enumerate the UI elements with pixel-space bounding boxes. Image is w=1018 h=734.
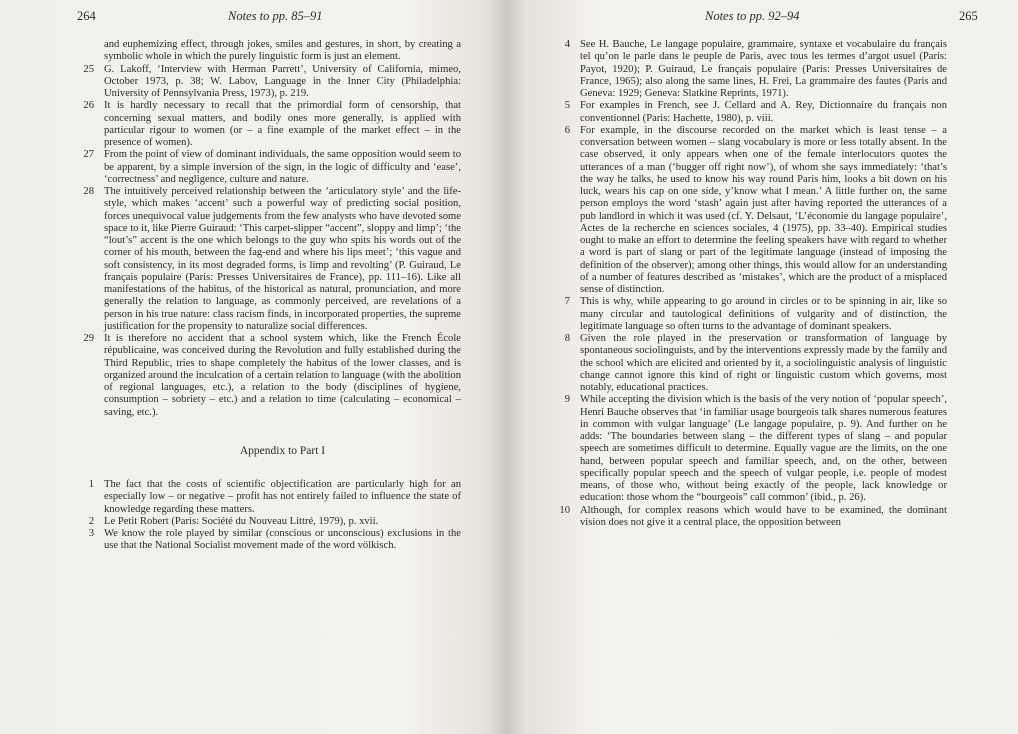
notes-column-left bbox=[83, 39, 461, 553]
note-number: 25 bbox=[83, 63, 94, 75]
note-26 bbox=[83, 100, 461, 149]
note-number: 4 bbox=[564, 39, 570, 50]
note-number: 1 bbox=[88, 479, 94, 490]
notes-column-right bbox=[559, 39, 947, 529]
note-text: It is therefore no accident that a school system which, like the French École républicaine, was conceived during the Revolution and fully established during the Third Republic, tries to shape completely the habitus of the lower classes, and is organized around the inculcation of a certain relation to language (with the abolition of regional languages, etc.), a relation to the body (disciplines of hygiene, consumption – sobriety – etc.) and a relation to time (calculating – economical – saving, etc.). bbox=[104, 333, 461, 418]
note-text: We know the role played by similar (conscious or unconscious) exclusions in the use that the National Socialist movement made of the word völkisch. bbox=[104, 528, 461, 552]
note-number: 27 bbox=[83, 149, 94, 161]
appendix-note-2 bbox=[88, 515, 461, 528]
note-number: 5 bbox=[564, 100, 570, 112]
note-text: While accepting the division which is the basis of the very notion of ‘popular speech’, Henri Bauche observes that ‘in familiar usage bourgeois talk shares numerous features in common with vulgar language’ (Le langage populaire, p. 9). And further on he adds: ‘The boundaries between slang – the different types of slang – and popular speech are sometimes difficult to determine. Equally vague are the limits, on the one hand, between popular speech and familiar speech, and, on the other, between specifically popular speech and the speech of vulgar people, i.e. people of modest means, of those who, without being exactly of the people, lack knowledge or education: those whom the “bourgeois” call common’ (ibid., p. 26). bbox=[580, 394, 947, 504]
note-number: 9 bbox=[564, 394, 570, 406]
note-8 bbox=[564, 333, 947, 394]
page-smudge: · · · · bbox=[4, 24, 33, 32]
note-text: Le Petit Robert (Paris: Société du Nouveau Littré, 1979), p. xvii. bbox=[104, 515, 379, 527]
note-28 bbox=[83, 186, 461, 333]
note-number: 3 bbox=[88, 528, 94, 539]
right-page bbox=[505, 0, 1018, 734]
note-5 bbox=[564, 100, 947, 125]
appendix-heading: Appendix to Part I bbox=[239, 444, 326, 457]
note-4 bbox=[564, 39, 947, 100]
note-number: 2 bbox=[88, 515, 94, 527]
note-number: 28 bbox=[83, 186, 94, 197]
note-number: 6 bbox=[564, 124, 570, 136]
page-number-left: 264 bbox=[77, 9, 96, 23]
note-text: See H. Bauche, Le langage populaire, grammaire, syntaxe et vocabulaire du français tel qu’on le parle dans le peuple de Paris, avec tous les termes d’argot usuel (Paris: Payot, 1920); P. Guiraud, Le français populaire (Paris: Presses Universitaires de France, 1965); also along the same lines, H. Frei, La grammaire des fautes (Paris and Geneva: 1929; Geneva: Slatkine Reprints, 1971). bbox=[580, 39, 947, 99]
note-text: It is hardly necessary to recall that the primordial form of censorship, that concerning sexual matters, and bodily ones more generally, is applied with particular rigour to women (or – a fine example of the market effect – in the presence of women). bbox=[104, 100, 461, 148]
note-text: G. Lakoff, ‘Interview with Herman Parrett’, University of California, mimeo, October 1973, p. 38; W. Labov, Language in the Inner City (Philadelphia: University of Pennsylvania Press, 1973), p. 219. bbox=[104, 63, 461, 99]
note-text: Although, for complex reasons which would have to be examined, the dominant vision does not give it a central place, the opposition between bbox=[580, 504, 947, 528]
appendix-note-1 bbox=[88, 479, 461, 516]
note-10 bbox=[559, 504, 947, 530]
note-6 bbox=[564, 124, 947, 297]
running-head-right: Notes to pp. 92–94 bbox=[705, 9, 800, 23]
note-29 bbox=[83, 333, 461, 419]
note-text: The intuitively perceived relationship between the ‘articulatory style’ and the life-style, which makes ‘accent’ such a powerful way of predicting social position, forces unequivocal value judgements from the few analysts who have devoted some space to it, like Pierre Guiraud: ‘This carpet-slipper “accent”, sloppy and limp’; ‘the “lout’s” accent is the one which belongs to the guy who spits his words out of the corner of his mouth, between the fag-end and where his lips meet’; ‘this vague and soft consistency, in its most degraded forms, is limp and revolting’ (P. Guiraud, Le français populaire (Paris: Presses Universitaires de France), pp. 111–16). Like all manifestations of the habitus, of the historical as natural, pronunciation, and more generally the relation to language, as commonly perceived, are revelations of a person in his true nature: class racism finds, in incorporated properties, the supreme justification for the propensity to naturalize social differences. bbox=[104, 186, 461, 332]
appendix-note-3 bbox=[88, 528, 461, 553]
note-number: 26 bbox=[83, 100, 94, 112]
note-text: This is why, while appearing to go around in circles or to be spinning in air, like so many circular and tautological definitions of vulgarity and of distinction, the legitimate language so often turns to the advantage of dominant speakers. bbox=[580, 296, 947, 332]
note-text: For example, in the discourse recorded on the market which is least tense – a conversation between women – slang vocabulary is more or less totally absent. In the case observed, it only appears when one of the female interlocutors quotes the utterances of a man (‘bugger off right now’), of whom she says immediately: ‘that’s the way he talks, he used to know his way round Paris him, looks a bit down on his luck, wears his cap on one side, y’know what I mean.’ A little further on, the same person employs the word ‘stash’ again just after having reported the utterances of a pub landlord in which it was used (cf. Y. Delsaut, ‘L’économie du langage populaire’, Actes de la recherche en sciences sociales, 4 (1975), pp. 33–40). Empirical studies ought to make an effort to determine the feeling speakers have with regard to whether a word is part of slang or part of the legitimate language (instead of imposing the definition of the observer); among other things, this would allow for an understanding of a number of features described as ‘mistakes’, which are the product of a misplaced sense of distinction. bbox=[580, 124, 947, 295]
running-head-left: Notes to pp. 85–91 bbox=[228, 9, 323, 23]
page-number-right: 265 bbox=[959, 9, 978, 23]
note-text: For examples in French, see J. Cellard and A. Rey, Dictionnaire du français non conventionnel (Paris: Hachette, 1980), p. viii. bbox=[580, 100, 947, 124]
note-text: and euphemizing effect, through jokes, smiles and gestures, in short, by creating a symbolic whole in which the purely linguistic form is just an element. bbox=[104, 39, 461, 63]
note-number: 7 bbox=[564, 296, 570, 308]
note-9 bbox=[564, 394, 947, 504]
note-number: 10 bbox=[559, 504, 570, 516]
note-continuation bbox=[104, 39, 461, 64]
note-text: From the point of view of dominant individuals, the same opposition would seem to be apparent, by a simple inversion of the sign, in the logic of difficulty and ‘ease’, ‘correctness’ and negligence, culture and nature. bbox=[104, 149, 461, 185]
note-text: The fact that the costs of scientific objectification are particularly high for an especially low – or negative – profit has not entirely failed to influence the state of knowledge regarding these matters. bbox=[104, 479, 461, 515]
note-27 bbox=[83, 149, 461, 186]
left-page bbox=[0, 0, 505, 734]
note-number: 29 bbox=[83, 333, 94, 344]
note-7 bbox=[564, 296, 947, 333]
note-number: 8 bbox=[564, 333, 570, 344]
note-text: Given the role played in the preservation or transformation of language by spontaneous sociolinguists, and by the interventions expressly made by the family and the school which are elicited and oriented by it, a sociolinguistic analysis of linguistic change cannot ignore this kind of right or linguistic custom which governs, most notably, educational practices. bbox=[580, 333, 947, 393]
note-25 bbox=[83, 63, 461, 101]
